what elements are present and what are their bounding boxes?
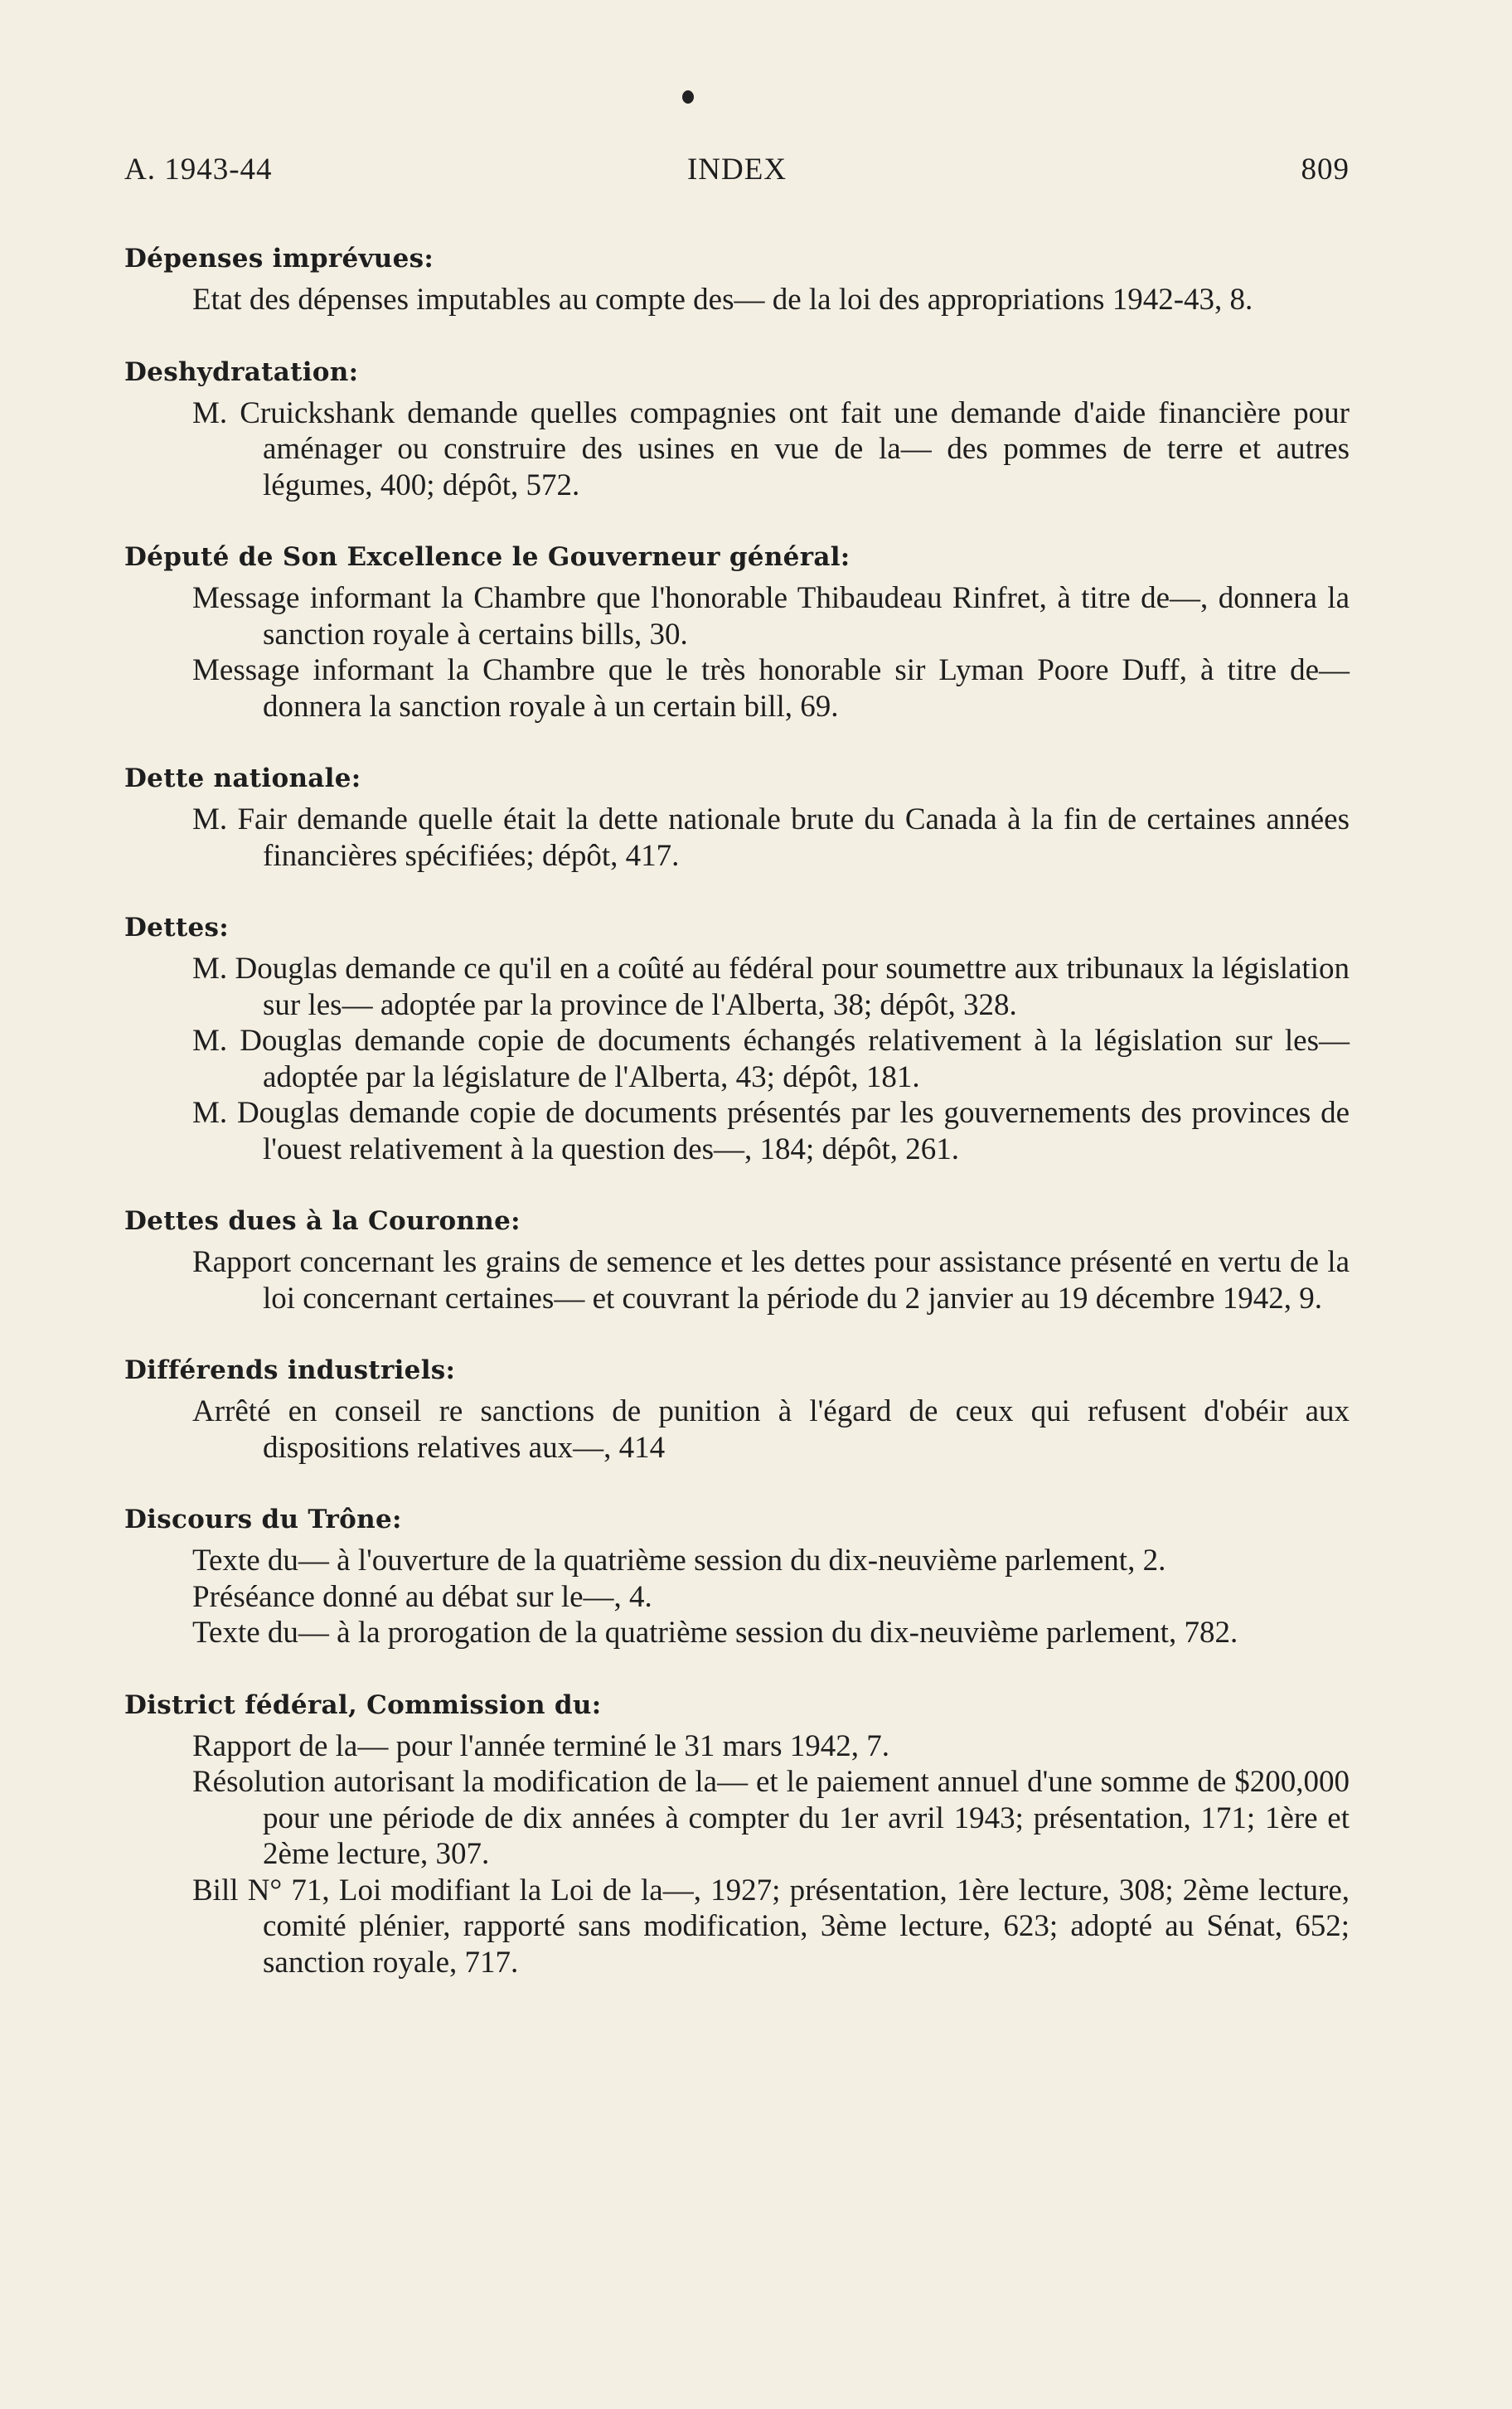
index-entry: Arrêté en conseil re sanctions de punition à l'égard de ceux qui refusent d'obéir aux dispositions relatives aux—, 414 — [192, 1394, 1350, 1465]
index-entry: M. Fair demande quelle était la dette nationale brute du Canada à la fin de certaines années financières spécifiées; dépôt, 417. — [192, 802, 1350, 873]
index-section-district-federal — [124, 1687, 1350, 1981]
index-section-deshydratation — [124, 354, 1350, 504]
index-entry: Message informant la Chambre que le très honorable sir Lyman Poore Duff, à titre de— donnera la sanction royale à un certain bill, 69. — [192, 653, 1350, 724]
index-section-dettes-dues — [124, 1203, 1350, 1316]
index-entry: Message informant la Chambre que l'honorable Thibaudeau Rinfret, à titre de—, donnera la sanction royale à certains bills, 30. — [192, 581, 1350, 652]
index-section-depenses-imprevues — [124, 240, 1350, 318]
index-entry: M. Douglas demande copie de documents présentés par les gouvernements des provinces de l'ouest relativement à la question des—, 184; dépôt, 261. — [192, 1096, 1350, 1166]
index-body — [124, 240, 1350, 2016]
page-number: 809 — [1301, 153, 1350, 187]
index-entry: M. Douglas demande ce qu'il en a coûté au fédéral pour soumettre aux tribunaux la législation sur les— adoptée par la province de l'Alberta, 38; dépôt, 328. — [192, 952, 1350, 1022]
index-section-dettes — [124, 909, 1350, 1167]
index-entry: Texte du— à l'ouverture de la quatrième session du dix-neuvième parlement, 2. — [192, 1544, 1166, 1578]
index-section-differends-industriels — [124, 1352, 1350, 1466]
index-section-discours-du-trone — [124, 1501, 1350, 1651]
index-entry: Texte du— à la prorogation de la quatrième session du dix-neuvième parlement, 782. — [192, 1616, 1238, 1650]
index-entry: Bill N° 71, Loi modifiant la Loi de la—, 1927; présentation, 1ère lecture, 308; 2ème lecture, comité plénier, rapporté sans modification, 3ème lecture, 623; adopté au Sénat, 652; sanction royale, 717. — [192, 1873, 1350, 1980]
section-heading: Dépenses imprévues: — [124, 244, 434, 274]
index-section-depute — [124, 539, 1350, 725]
page-title: INDEX — [686, 153, 788, 187]
section-heading: Député de Son Excellence le Gouverneur général: — [124, 542, 850, 572]
index-entry: Préséance donné au débat sur le—, 4. — [192, 1579, 652, 1614]
section-heading: Deshydratation: — [124, 356, 359, 387]
section-heading: Dettes dues à la Couronne: — [124, 1206, 521, 1236]
index-entry: Rapport de la— pour l'année terminé le 31 mars 1942, 7. — [192, 1728, 889, 1763]
running-head — [124, 152, 1350, 193]
index-entry: M. Cruickshank demande quelles compagnies ont fait une demande d'aide financière pour aménager ou construire des usines en vue de la— des pommes de terre et autres légumes, 400; dépôt, 572. — [192, 395, 1350, 502]
printer-mark-dot — [682, 90, 694, 104]
volume-year: A. 1943-44 — [124, 153, 273, 187]
section-heading: Dette nationale: — [124, 763, 361, 793]
section-heading: Différends industriels: — [124, 1355, 456, 1385]
section-heading: Discours du Trône: — [124, 1505, 402, 1534]
index-entry: Rapport concernant les grains de semence et les dettes pour assistance présenté en vertu de la loi concernant certaines— et couvrant la période du 2 janvier au 19 décembre 1942, 9. — [192, 1245, 1350, 1316]
section-heading: District fédéral, Commission du: — [124, 1689, 602, 1720]
index-entry: Etat des dépenses imputables au compte des— de la loi des appropriations 1942-43, 8. — [192, 283, 1253, 317]
index-section-dette-nationale — [124, 760, 1350, 874]
section-heading: Dettes: — [124, 913, 229, 943]
index-entry: M. Douglas demande copie de documents échangés relativement à la législation sur les— adoptée par la législature de l'Alberta, 43; dépôt, 181. — [192, 1024, 1350, 1094]
index-entry: Résolution autorisant la modification de la— et le paiement annuel d'une somme de $200,000 pour une période de dix années à compter du 1er avril 1943; présentation, 171; 1ère et 2ème lecture, 307. — [192, 1765, 1350, 1871]
